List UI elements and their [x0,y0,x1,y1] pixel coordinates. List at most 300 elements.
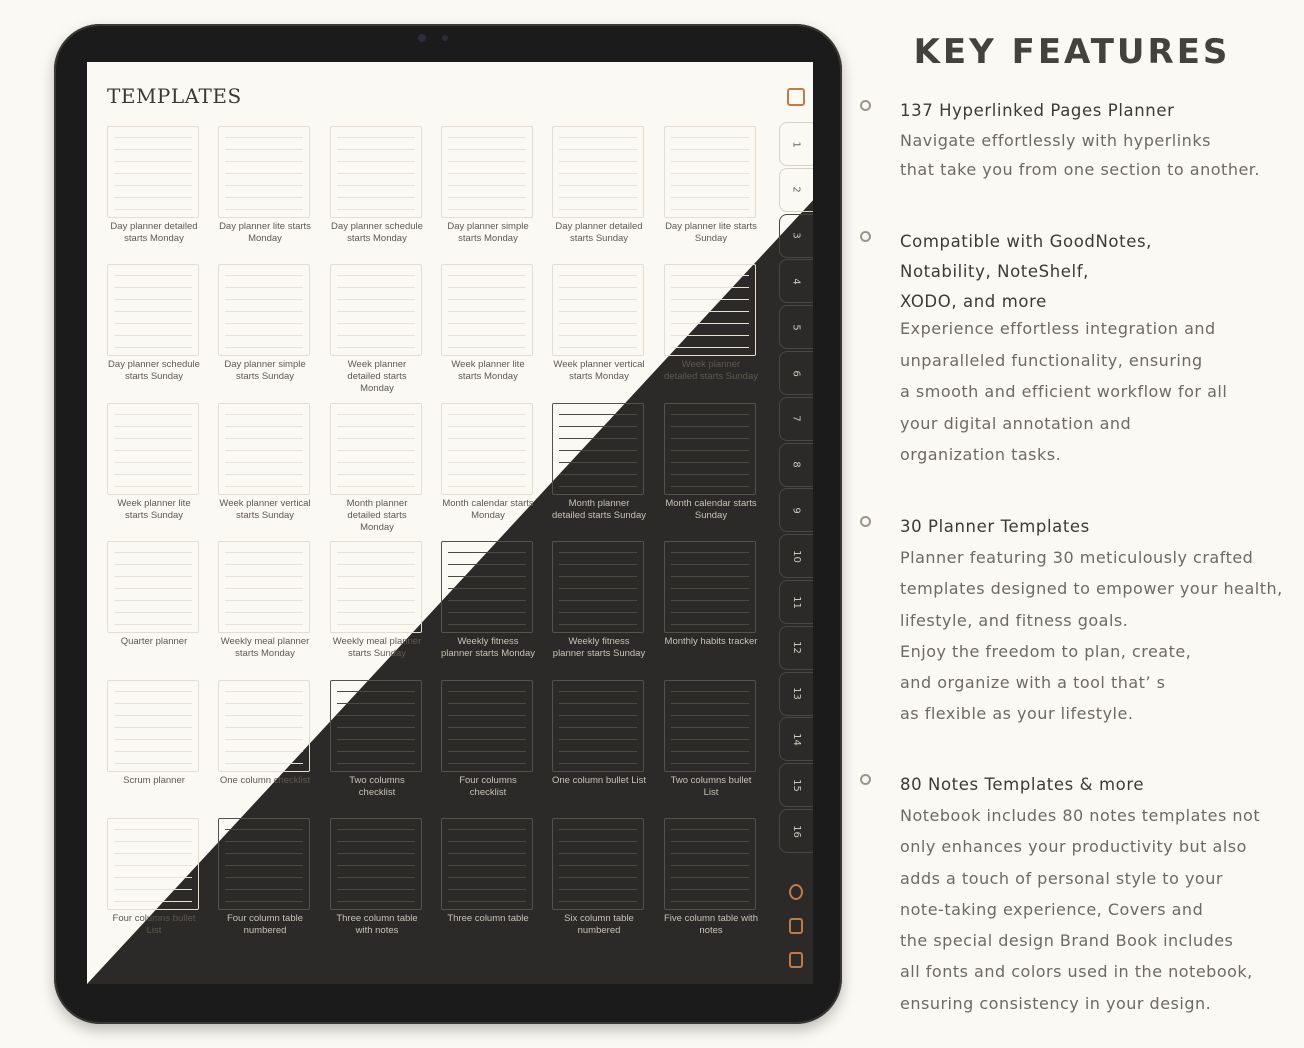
thumbnail-line [559,853,637,854]
thumbnail-line [337,209,415,210]
template-label: Week planner detailed starts Sunday [664,359,759,382]
template-thumbnail [330,818,422,910]
template-card[interactable] [552,680,646,787]
thumbnail-line [114,600,192,601]
tab-number: 7 [791,415,802,422]
thumbnail-line [671,715,749,716]
thumbnail-line [559,739,637,740]
template-thumbnail [664,126,756,218]
thumbnail-line [337,841,415,842]
thumbnail-line [114,901,192,902]
thumbnail-line [671,197,749,198]
thumbnail-line [114,853,192,854]
thumbnail-line [559,335,637,336]
template-card[interactable] [664,541,758,648]
thumbnail-line [225,703,303,704]
template-card[interactable] [664,403,758,522]
thumbnail-line [114,751,192,752]
template-label: Day planner schedule starts Sunday [108,359,200,382]
template-thumbnail [664,680,756,772]
tab-2[interactable] [779,168,813,212]
feature-body-line: note-taking experience, Covers and [900,899,1204,919]
thumbnail-line [559,552,637,553]
template-card[interactable] [218,680,312,787]
thumbnail-line [337,137,415,138]
thumbnail-line [114,829,192,830]
thumbnail-line [448,841,526,842]
thumbnail-line [114,865,192,866]
thumbnail-line [225,149,303,150]
thumbnail-line [337,299,415,300]
thumbnail-line [337,335,415,336]
tab-3[interactable] [779,214,813,258]
thumbnail-line [225,691,303,692]
thumbnail-line [559,173,637,174]
thumbnail-line [114,691,192,692]
thumbnail-line [225,727,303,728]
template-thumbnail [218,403,310,495]
thumbnail-line [671,841,749,842]
thumbnail-line [671,311,749,312]
thumbnail-line [448,829,526,830]
tab-15[interactable] [779,763,813,807]
tab-number: 4 [791,278,802,285]
template-card[interactable] [330,541,424,660]
thumbnail-line [225,576,303,577]
thumbnail-line [671,414,749,415]
thumbnail-line [448,414,526,415]
thumbnail-line [225,751,303,752]
template-card[interactable] [552,403,646,522]
thumbnail-line [225,739,303,740]
tab-number: 14 [790,733,802,746]
template-card[interactable] [664,818,758,937]
template-thumbnail [552,680,644,772]
template-card[interactable] [107,403,201,522]
template-thumbnail [664,541,756,633]
thumbnail-line [337,323,415,324]
thumbnail-line [448,865,526,866]
feature-body-line: ensuring consistency in your design. [900,993,1212,1013]
thumbnail-line [559,462,637,463]
thumbnail-line [448,901,526,902]
template-thumbnail [218,818,310,910]
template-label: Day planner lite starts Monday [219,221,311,244]
template-label: Week planner vertical starts Sunday [219,498,311,521]
thumbnail-line [671,209,749,210]
thumbnail-line [337,161,415,162]
thumbnail-line [225,474,303,475]
feature-body-line: the special design Brand Book includes [900,931,1234,951]
thumbnail-line [114,149,192,150]
template-label: Weekly meal planner starts Monday [220,636,310,659]
template-card[interactable] [330,126,424,245]
template-card[interactable] [441,541,535,660]
thumbnail-line [337,149,415,150]
template-label: One column checklist [219,775,311,786]
thumbnail-line [448,347,526,348]
thumbnail-line [671,588,749,589]
thumbnail-line [114,889,192,890]
thumbnail-line [448,450,526,451]
thumbnail-line [671,889,749,890]
thumbnail-line [671,703,749,704]
thumbnail-line [448,600,526,601]
thumbnail-line [225,552,303,553]
thumbnail-line [559,438,637,439]
template-thumbnail [107,264,199,356]
thumbnail-line [448,173,526,174]
template-card[interactable] [664,680,758,799]
thumbnail-line [114,462,192,463]
feature-body [900,800,1304,1019]
thumbnail-line [671,624,749,625]
thumbnail-line [225,829,303,830]
feature-body-line: organization tasks. [900,445,1062,464]
puzzle-icon[interactable] [789,884,803,900]
tablet-device [54,24,842,1024]
thumbnail-line [225,287,303,288]
thumbnail-line [559,901,637,902]
thumbnail-line [337,414,415,415]
template-card[interactable] [330,264,424,395]
template-card[interactable] [552,818,646,937]
feature-title-line: XODO, and more [900,292,1047,311]
thumbnail-line [225,347,303,348]
thumbnail-line [671,275,749,276]
thumbnail-line [114,624,192,625]
thumbnail-line [448,763,526,764]
template-label: Week planner lite starts Monday [451,359,525,382]
template-thumbnail [552,818,644,910]
thumbnail-line [337,173,415,174]
thumbnail-line [559,414,637,415]
thumbnail-line [337,703,415,704]
template-card[interactable] [552,264,646,383]
thumbnail-line [225,185,303,186]
thumbnail-line [559,299,637,300]
template-card[interactable] [330,680,424,799]
thumbnail-line [337,185,415,186]
template-card[interactable] [441,403,535,522]
template-label: Weekly fitness planner starts Monday [441,636,535,659]
thumbnail-line [337,691,415,692]
tab-number: 12 [790,641,802,655]
template-label: Weekly meal planner starts Sunday [332,636,422,659]
thumbnail-line [337,588,415,589]
template-label: Month calendar starts Monday [442,498,534,521]
template-card[interactable] [107,264,201,383]
thumbnail-line [448,137,526,138]
thumbnail-line [671,853,749,854]
thumbnail-line [448,889,526,890]
thumbnail-line [337,287,415,288]
tab-number: 15 [790,778,802,792]
tab-4[interactable] [779,259,813,303]
template-card[interactable] [218,818,312,937]
thumbnail-line [114,414,192,415]
template-thumbnail [664,818,756,910]
thumbnail-line [114,588,192,589]
template-card[interactable] [218,403,312,522]
thumbnail-line [225,438,303,439]
template-thumbnail [107,541,199,633]
thumbnail-line [225,877,303,878]
template-card[interactable] [441,126,535,245]
tab-5[interactable] [779,305,813,349]
note-icon[interactable] [789,952,803,968]
feature-body-line: Navigate effortlessly with hyperlinks [900,131,1211,150]
thumbnail-line [559,727,637,728]
bullet-icon [860,231,871,242]
tab-12[interactable] [779,626,813,670]
tab-number: 1 [791,140,802,148]
thumbnail-line [225,275,303,276]
feature-body-line: Planner featuring 30 meticulously crafted [900,548,1254,567]
template-thumbnail [664,403,756,495]
thumbnail-line [114,287,192,288]
thumbnail-line [559,311,637,312]
thumbnail-line [671,763,749,764]
thumbnail-line [337,889,415,890]
thumbnail-line [559,161,637,162]
thumbnail-line [559,347,637,348]
template-card[interactable] [664,126,758,245]
thumbnail-line [448,564,526,565]
template-label: Week planner lite starts Sunday [117,498,191,521]
thumbnail-line [114,763,192,764]
template-card[interactable] [441,264,535,383]
thumbnail-line [448,426,526,427]
thumbnail-line [671,877,749,878]
feature-title-line: Notability, NoteShelf, [900,262,1089,281]
thumbnail-line [225,564,303,565]
thumbnail-line [225,612,303,613]
feature-body-line: that take you from one section to another. [900,160,1260,179]
thumbnail-line [114,715,192,716]
thumbnail-line [559,564,637,565]
thumbnail-line [337,600,415,601]
tab-6[interactable] [779,351,813,395]
side-tabs [779,72,813,984]
feature-body-line: as flexible as your lifestyle. [900,704,1134,724]
feature-hyperlinked [860,96,1304,184]
thumbnail-line [337,739,415,740]
thumbnail-line [448,612,526,613]
template-card[interactable] [107,818,201,937]
tab-number: 6 [791,369,802,377]
thumbnail-line [671,323,749,324]
thumbnail-line [448,474,526,475]
template-thumbnail [107,403,199,495]
thumbnail-line [559,275,637,276]
template-card[interactable] [107,126,201,245]
thumbnail-line [114,299,192,300]
template-card[interactable] [218,264,312,383]
template-card[interactable] [330,403,424,534]
thumbnail-line [448,691,526,692]
template-label: Four columns bullet List [112,913,196,936]
template-thumbnail [441,541,533,633]
thumbnail-line [671,474,749,475]
template-thumbnail [330,126,422,218]
feature-title-line: Compatible with GoodNotes, [900,232,1152,251]
thumbnail-line [114,275,192,276]
thumbnail-line [114,197,192,198]
thumbnail-line [671,564,749,565]
thumbnail-line [448,335,526,336]
feature-body [900,126,1304,184]
thumbnail-line [114,438,192,439]
thumbnail-line [337,275,415,276]
sensor-dot [442,35,448,41]
clipboard-icon[interactable] [789,918,803,934]
feature-body-line: all fonts and colors used in the notebook, [900,962,1253,982]
template-thumbnail [218,541,310,633]
thumbnail-line [448,438,526,439]
feature-title: 80 Notes Templates & more [900,775,1145,794]
thumbnail-line [225,335,303,336]
thumbnail-line [337,474,415,475]
thumbnail-line [559,137,637,138]
page-title: TEMPLATES [107,84,242,108]
template-label: Four column table numbered [226,913,304,936]
template-label: Four columns checklist [459,775,517,798]
thumbnail-line [448,287,526,288]
tab-13[interactable] [779,672,813,716]
template-label: Scrum planner [123,775,185,786]
tab-10[interactable] [779,534,813,578]
thumbnail-line [559,624,637,625]
thumbnail-line [559,865,637,866]
feature-body-line: adds a touch of personal style to your [900,868,1223,888]
thumbnail-line [671,552,749,553]
thumbnail-line [559,450,637,451]
thumbnail-line [225,462,303,463]
thumbnail-line [337,612,415,613]
template-thumbnail [330,541,422,633]
template-card[interactable] [330,818,424,937]
thumbnail-line [114,311,192,312]
template-label: Month planner detailed starts Sunday [552,498,647,521]
thumbnail-line [337,576,415,577]
thumbnail-line [337,727,415,728]
thumbnail-line [114,335,192,336]
tab-number: 5 [791,324,802,331]
tab-number: 2 [791,186,802,193]
thumbnail-line [448,552,526,553]
thumbnail-line [225,624,303,625]
template-card[interactable] [441,818,535,925]
thumbnail-line [671,486,749,487]
thumbnail-line [448,299,526,300]
thumbnail-line [114,173,192,174]
feature-body-line: Experience effortless integration and [900,319,1216,338]
thumbnail-line [114,347,192,348]
tab-14[interactable] [779,717,813,761]
template-thumbnail [441,680,533,772]
thumbnail-line [559,197,637,198]
thumbnail-line [114,739,192,740]
thumbnail-line [559,841,637,842]
thumbnail-line [225,450,303,451]
thumbnail-line [225,889,303,890]
template-card[interactable] [552,541,646,660]
template-thumbnail [552,541,644,633]
thumbnail-line [671,438,749,439]
thumbnail-line [671,829,749,830]
template-card[interactable] [552,126,646,245]
thumbnail-line [559,763,637,764]
tab-1[interactable] [779,122,813,166]
tab-11[interactable] [779,580,813,624]
thumbnail-line [671,727,749,728]
thumbnail-line [671,865,749,866]
thumbnail-line [225,426,303,427]
feature-body-line: lifestyle, and fitness goals. [900,610,1129,630]
thumbnail-line [671,612,749,613]
tab-16[interactable] [779,809,813,853]
thumbnail-line [225,137,303,138]
template-label: Day planner detailed starts Monday [110,221,198,244]
thumbnail-line [559,829,637,830]
template-card[interactable] [664,264,758,383]
bullet-icon [860,516,871,527]
thumbnail-line [337,450,415,451]
thumbnail-line [671,739,749,740]
thumbnail-line [225,323,303,324]
thumbnail-line [337,197,415,198]
thumbnail-line [448,715,526,716]
tab-9[interactable] [779,488,813,532]
thumbnail-line [671,185,749,186]
template-label: Two columns checklist [349,775,405,798]
feature-body [900,542,1304,730]
feature-body-line: unparalleled functionality, ensuring [900,350,1203,370]
thumbnail-line [448,486,526,487]
thumbnail-line [559,889,637,890]
thumbnail-line [671,149,749,150]
thumbnail-line [448,739,526,740]
template-label: Day planner simple starts Monday [447,221,529,244]
template-thumbnail [330,680,422,772]
thumbnail-line [448,853,526,854]
feature-body-line: a smooth and efficient workflow for all [900,382,1228,401]
template-thumbnail [552,264,644,356]
template-label: Two columns bullet List [670,775,752,798]
template-card[interactable] [441,680,535,799]
thumbnail-line [448,161,526,162]
thumbnail-line [225,486,303,487]
template-label: Month calendar starts Sunday [665,498,757,521]
notebook-icon[interactable] [787,88,805,106]
tab-number: 16 [790,824,802,838]
template-card[interactable] [218,541,312,660]
template-card[interactable] [218,126,312,245]
template-card[interactable] [107,541,201,648]
thumbnail-line [671,462,749,463]
thumbnail-line [225,311,303,312]
thumbnail-line [671,347,749,348]
template-card[interactable] [107,680,201,787]
thumbnail-line [448,751,526,752]
thumbnail-line [448,588,526,589]
thumbnail-line [559,751,637,752]
tab-7[interactable] [779,397,813,441]
thumbnail-line [559,287,637,288]
tab-8[interactable] [779,443,813,487]
template-thumbnail [552,403,644,495]
